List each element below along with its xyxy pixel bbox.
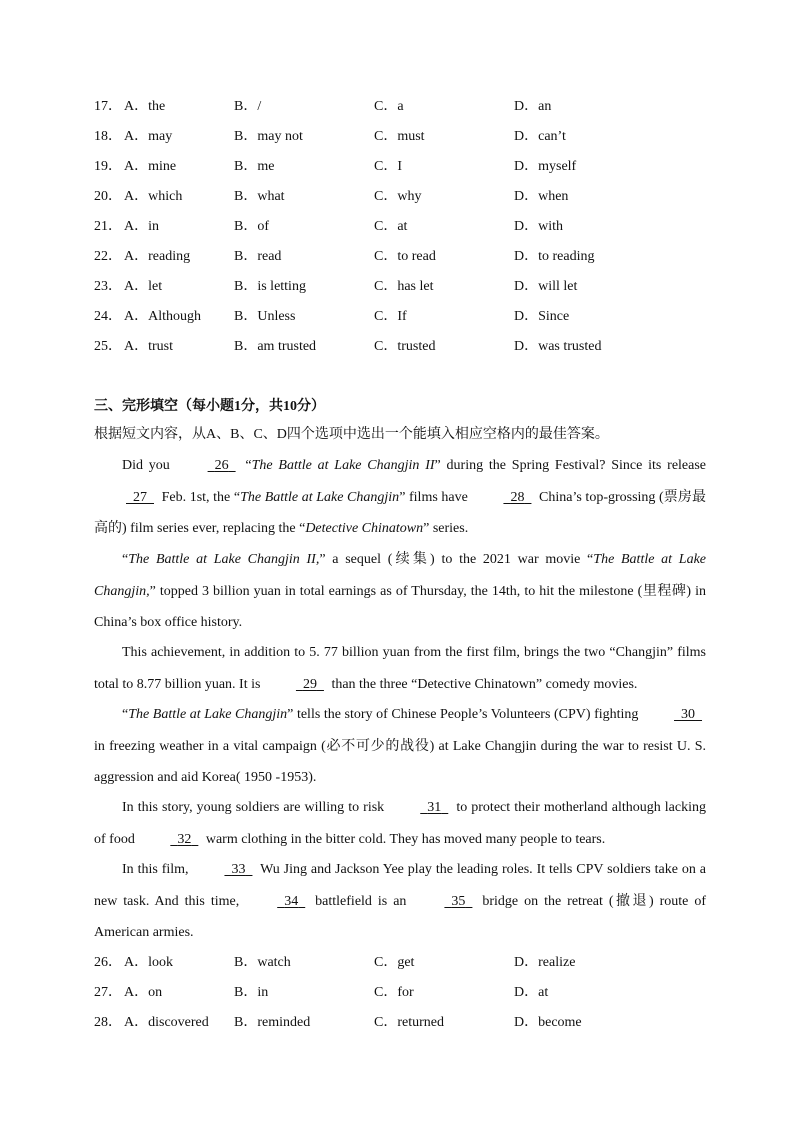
option-d[interactable]: D．with bbox=[514, 219, 563, 234]
question-row bbox=[94, 156, 734, 178]
option-d[interactable]: D．Since bbox=[514, 309, 570, 324]
option-c[interactable]: C．If bbox=[374, 309, 407, 324]
text: ” series. bbox=[423, 521, 469, 536]
option-c[interactable]: C．I bbox=[374, 159, 402, 174]
option-d[interactable]: D．realize bbox=[514, 955, 576, 970]
option-d[interactable]: D．can’t bbox=[514, 129, 566, 144]
blank-27[interactable]: 27 bbox=[133, 489, 147, 505]
blank-26[interactable]: 26 bbox=[214, 458, 229, 473]
text: than the three “Detective Chinatown” comedy movies. bbox=[327, 676, 638, 692]
option-c[interactable]: C．must bbox=[374, 129, 425, 144]
text: Did you bbox=[122, 458, 176, 473]
text: to protect their motherland although lacking of food bbox=[94, 800, 706, 847]
option-a[interactable]: A．may bbox=[124, 129, 173, 144]
film-title: The Battle at Lake Changjin II, bbox=[128, 552, 320, 567]
passage-paragraph-5 bbox=[94, 792, 706, 855]
option-d[interactable]: D．an bbox=[514, 99, 552, 114]
option-a[interactable]: A．mine bbox=[124, 159, 177, 174]
question-number: 18． bbox=[94, 129, 122, 144]
option-b[interactable]: B．may not bbox=[234, 129, 303, 144]
question-row bbox=[94, 982, 734, 1004]
option-a[interactable]: A．the bbox=[124, 99, 166, 114]
text: “ bbox=[239, 458, 252, 473]
question-row bbox=[94, 126, 734, 148]
question-number: 19． bbox=[94, 159, 122, 174]
film-title: The Battle at Lake Changjin bbox=[240, 489, 400, 505]
blank-35[interactable]: 35 bbox=[451, 893, 466, 909]
text: ” films have bbox=[399, 489, 472, 505]
question-row bbox=[94, 1012, 734, 1034]
option-a[interactable]: A．in bbox=[124, 219, 159, 234]
section-title: 三、完形填空（每小题1分，共10分） bbox=[94, 399, 325, 414]
option-b[interactable]: B．reminded bbox=[234, 1015, 311, 1030]
blank-30[interactable]: 30 bbox=[681, 707, 696, 722]
question-row bbox=[94, 336, 734, 358]
text: in freezing weather in a vital campaign (必不可少的战役) at Lake Changjin during the war to resist U. S. aggression and aid Korea( 1950 -1953). bbox=[94, 738, 706, 785]
option-d[interactable]: D．when bbox=[514, 189, 569, 204]
option-c[interactable]: C．for bbox=[374, 985, 414, 1000]
question-number: 27． bbox=[94, 985, 122, 1000]
option-b[interactable]: B．/ bbox=[234, 99, 262, 114]
passage-paragraph-6 bbox=[94, 854, 706, 949]
option-c[interactable]: C．trusted bbox=[374, 339, 436, 354]
text: ” a sequel (续集) to the 2021 war movie “ bbox=[319, 552, 594, 567]
text: warm clothing in the bitter cold. They has moved many people to tears. bbox=[202, 831, 606, 847]
question-number: 23． bbox=[94, 279, 122, 294]
option-b[interactable]: B．in bbox=[234, 985, 269, 1000]
option-d[interactable]: D．was trusted bbox=[514, 339, 602, 354]
option-a[interactable]: A．look bbox=[124, 955, 173, 970]
question-number: 17． bbox=[94, 99, 122, 114]
text: In this film, bbox=[122, 862, 193, 877]
question-number: 26． bbox=[94, 955, 122, 970]
section-instruction: 根据短文内容，从A、B、C、D四个选项中选出一个能填入相应空格内的最佳答案。 bbox=[94, 427, 609, 442]
option-a[interactable]: A．let bbox=[124, 279, 163, 294]
question-row bbox=[94, 96, 734, 118]
option-b[interactable]: B．Unless bbox=[234, 309, 296, 324]
option-a[interactable]: A．trust bbox=[124, 339, 173, 354]
passage-paragraph-3 bbox=[94, 637, 706, 700]
blank-29[interactable]: 29 bbox=[302, 676, 317, 692]
question-row bbox=[94, 276, 734, 298]
option-c[interactable]: C．get bbox=[374, 955, 415, 970]
option-b[interactable]: B．read bbox=[234, 249, 282, 264]
option-c[interactable]: C．at bbox=[374, 219, 408, 234]
question-number: 24． bbox=[94, 309, 122, 324]
question-number: 22． bbox=[94, 249, 122, 264]
text: “ bbox=[122, 552, 129, 567]
text: China’s top-grossing (票房最高的) film series ever, replacing the “ bbox=[94, 489, 707, 536]
option-c[interactable]: C．a bbox=[374, 99, 404, 114]
option-b[interactable]: B．me bbox=[234, 159, 275, 174]
text: bridge on the retreat (撤退) route of American armies. bbox=[94, 893, 707, 940]
question-number: 25． bbox=[94, 339, 122, 354]
passage-paragraph-4 bbox=[94, 699, 706, 794]
question-row bbox=[94, 952, 734, 974]
blank-28[interactable]: 28 bbox=[510, 489, 525, 505]
blank-34[interactable]: 34 bbox=[284, 893, 299, 909]
option-b[interactable]: B．watch bbox=[234, 955, 291, 970]
question-row bbox=[94, 246, 734, 268]
option-a[interactable]: A．which bbox=[124, 189, 183, 204]
text: Wu Jing and Jackson Yee play the leading roles. It tells CPV soldiers take on a new task. And this time, bbox=[94, 862, 706, 909]
text: Feb. 1st, the “ bbox=[158, 489, 241, 505]
text: “ bbox=[122, 707, 129, 722]
option-a[interactable]: A．on bbox=[124, 985, 163, 1000]
question-number: 28． bbox=[94, 1015, 122, 1030]
passage-paragraph-2 bbox=[94, 544, 706, 639]
option-c[interactable]: C．why bbox=[374, 189, 422, 204]
option-a[interactable]: A．Although bbox=[124, 309, 201, 324]
option-b[interactable]: B．am trusted bbox=[234, 339, 317, 354]
option-a[interactable]: A．reading bbox=[124, 249, 191, 264]
passage-paragraph-1 bbox=[94, 450, 706, 545]
question-number: 21． bbox=[94, 219, 122, 234]
option-d[interactable]: D．myself bbox=[514, 159, 577, 174]
question-row bbox=[94, 216, 734, 238]
film-title: The Battle at Lake Changjin, bbox=[94, 552, 706, 599]
text: ” tells the story of Chinese People’s Volunteers (CPV) fighting bbox=[287, 707, 643, 722]
film-title: Detective Chinatown bbox=[305, 521, 424, 536]
blank-31[interactable]: 31 bbox=[427, 800, 442, 815]
option-d[interactable]: D．at bbox=[514, 985, 549, 1000]
option-c[interactable]: C．to read bbox=[374, 249, 436, 264]
option-c[interactable]: C．has let bbox=[374, 279, 434, 294]
option-d[interactable]: D．become bbox=[514, 1015, 582, 1030]
option-d[interactable]: D．will let bbox=[514, 279, 578, 294]
question-row bbox=[94, 306, 734, 328]
blank-32[interactable]: 32 bbox=[177, 831, 192, 847]
option-a[interactable]: A．discovered bbox=[124, 1015, 209, 1030]
film-title: The Battle at Lake Changjin II bbox=[251, 458, 435, 473]
option-b[interactable]: B．of bbox=[234, 219, 269, 234]
question-row bbox=[94, 186, 734, 208]
text: battlefield is an bbox=[309, 893, 413, 909]
text: ” topped 3 billion yuan in total earnings as of Thursday, the 14th, to hit the milestone (里程碑) in China’s box office history. bbox=[94, 583, 706, 630]
text: In this story, young soldiers are willing to risk bbox=[122, 800, 389, 815]
film-title: The Battle at Lake Changjin bbox=[128, 707, 288, 722]
question-number: 20． bbox=[94, 189, 122, 204]
option-b[interactable]: B．what bbox=[234, 189, 285, 204]
option-c[interactable]: C．returned bbox=[374, 1015, 444, 1030]
option-b[interactable]: B．is letting bbox=[234, 279, 306, 294]
text: ” during the Spring Festival? Since its release bbox=[434, 458, 707, 473]
blank-33[interactable]: 33 bbox=[231, 862, 246, 877]
option-d[interactable]: D．to reading bbox=[514, 249, 595, 264]
text: This achievement, in addition to 5. 77 billion yuan from the first film, brings the two “Changjin” films total to 8.77 billion yuan. It is bbox=[94, 645, 706, 692]
